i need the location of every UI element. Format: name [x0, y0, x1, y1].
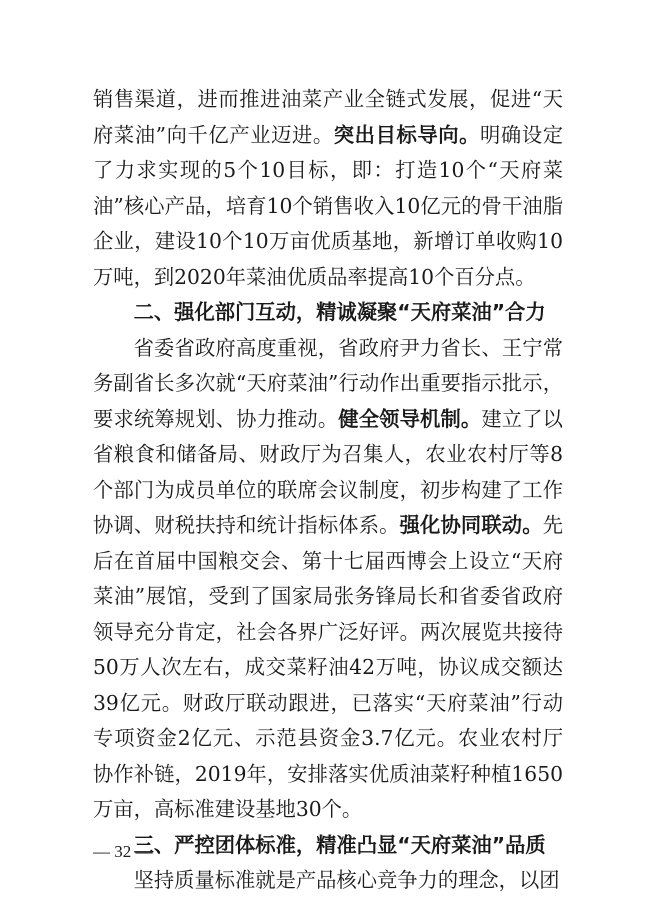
section-3-text-a: 坚持质量标准就是产品核心竞争力的理念，以团 [133, 868, 560, 892]
section-2-text-e: 先后在首届中国粮交会、第十七届西博会上设立“天府菜油”展馆，受到了国家局张务锋局长和省委省政府领导充分肯定，社会各界广泛好评。两次展览共接待50万人次左右，成交菜籽油42万吨，协议成交额达39亿元。财政厅联动跟进，已落实“天府菜油”行动专项资金2亿元、示范县资金3.7亿元。农业农村厅协作补链，2019年，安排落实优质油菜籽种植1650万亩，高标准建设基地30个。 [93, 513, 563, 821]
page-number: — 32 — [93, 842, 153, 861]
paragraph-1-text-c: 明确设定了力求实现的5个10目标，即：打造10个“天府菜油”核心产品，培育10个销售收入10亿元的骨干油脂企业，建设10个10万亩优质基地，新增订单收购10万吨，到2020年菜油优质品率提高10个百分点。 [93, 122, 563, 289]
section-2-text-c: 建立了以省粮食和储备局、财政厅为召集人，农业农村厅等8个部门为成员单位的联席会议制度，初步构建了工作协调、财税扶持和统计指标体系。 [93, 406, 563, 537]
emphasis-coordination: 强化协同联动。 [399, 513, 543, 537]
paragraph-1 [93, 82, 563, 295]
paragraph-section-3 [93, 863, 563, 899]
body-text [93, 82, 563, 899]
paragraph-section-2 [93, 331, 563, 828]
emphasis-goal-orientation: 突出目标导向。 [333, 122, 481, 147]
emphasis-leadership-mechanism: 健全领导机制。 [338, 406, 482, 431]
section-heading-3: 三、严控团体标准，精准凸显“天府菜油”品质 [133, 832, 546, 857]
section-2-text-a: 省委省政府高度重视，省政府尹力省长、王宁常务副省长多次就“天府菜油”行动作出重要指示批示，要求统筹规划、协力推动。 [93, 335, 563, 431]
paragraph-1-text-a: 销售渠道，进而推进油菜产业全链式发展，促进“天府菜油”向千亿产业迈进。 [93, 87, 563, 147]
section-heading-2: 二、强化部门互动，精诚凝聚“天府菜油”合力 [133, 300, 546, 324]
